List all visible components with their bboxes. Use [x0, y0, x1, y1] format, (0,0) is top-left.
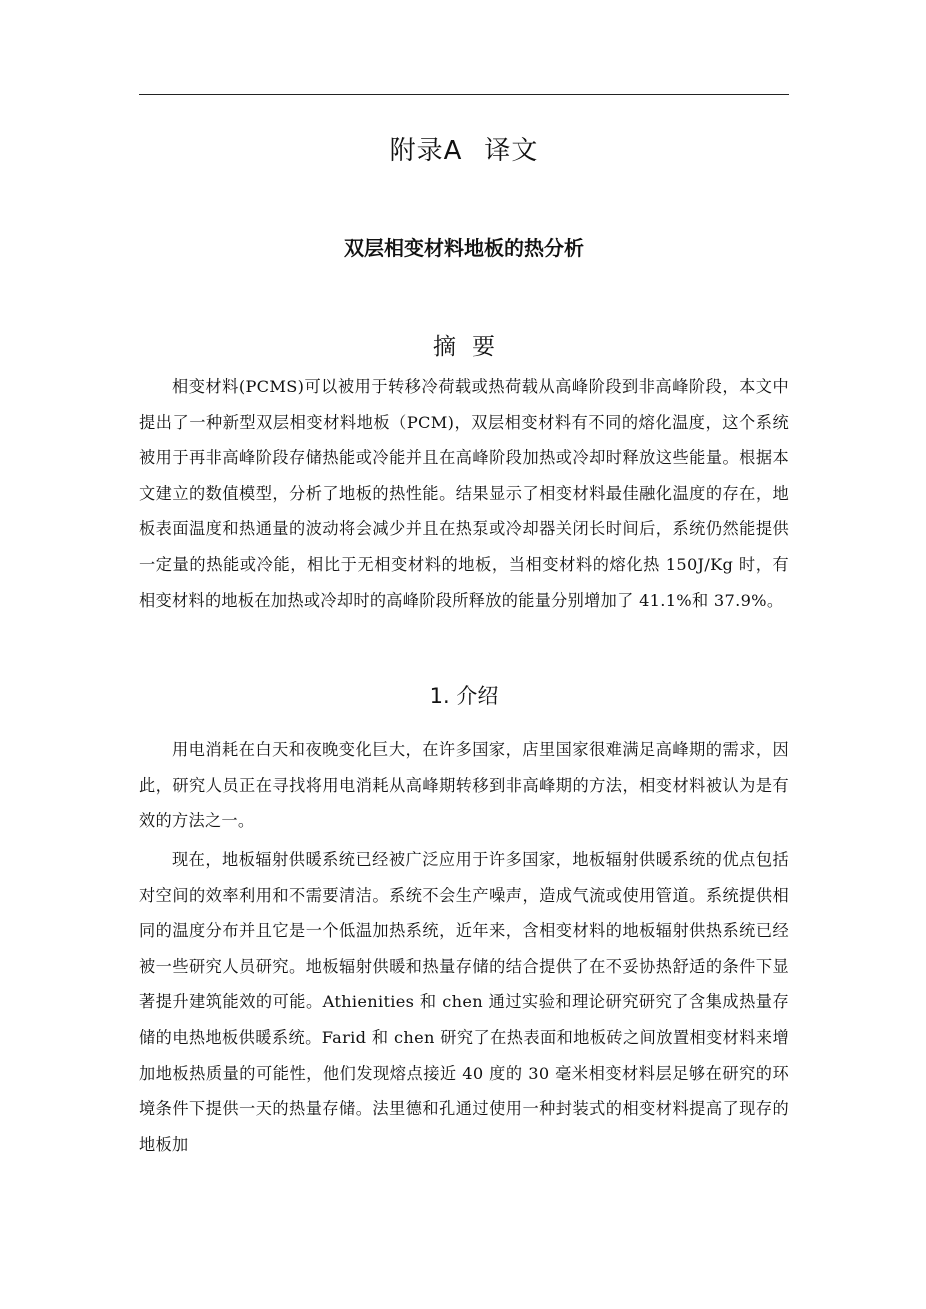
appendix-title-text: 译文: [484, 136, 539, 166]
appendix-label: 附录A: [389, 136, 463, 166]
body-paragraph: 现在，地板辐射供暖系统已经被广泛应用于许多国家，地板辐射供暖系统的优点包括对空间的效率利用和不需要清洁。系统不会生产噪声，造成气流或使用管道。系统提供相同的温度分布并且它是一个低温加热系统，近年来，含相变材料的地板辐射供热系统已经被一些研究人员研究。地板辐射供暖和热量存储的结合提供了在不妥协热舒适的条件下显著提升建筑能效的可能。Athienities 和 chen 通过实验和理论研究研究了含集成热量存储的电热地板供暖系统。Farid 和 chen 研究了在热表面和地板砖之间放置相变材料来增加地板热质量的可能性，他们发现熔点接近 40 度的 30 毫米相变材料层足够在研究的环境条件下提供一天的热量存储。法里德和孔通过使用一种封装式的相变材料提高了现存的地板加: [139, 850, 789, 1154]
body-paragraph: 用电消耗在白天和夜晚变化巨大，在许多国家，店里国家很难满足高峰期的需求，因此，研究人员正在寻找将用电消耗从高峰期转移到非高峰期的方法，相变材料被认为是有效的方法之一。: [139, 740, 789, 831]
paper-title: 双层相变材料地板的热分析: [344, 236, 584, 260]
abstract-paragraph: 相变材料(PCMS)可以被用于转移冷荷载或热荷载从高峰阶段到非高峰阶段，本文中提出了一种新型双层相变材料地板（PCM)，双层相变材料有不同的熔化温度，这个系统被用于再非高峰阶段存储热能或冷能并且在高峰阶段加热或冷却时释放这些能量。根据本文建立的数值模型，分析了地板的热性能。结果显示了相变材料最佳融化温度的存在，地板表面温度和热通量的波动将会减少并且在热泵或冷却器关闭长时间后，系统仍然能提供一定量的热能或冷能，相比于无相变材料的地板，当相变材料的熔化热 150J/Kg 时，有相变材料的地板在加热或冷却时的高峰阶段所释放的能量分别增加了 41.1%和 37.9%。: [139, 377, 789, 610]
header-rule: [139, 94, 789, 95]
appendix-title: [139, 130, 789, 167]
section-heading: 1. 介绍: [429, 684, 499, 708]
abstract-heading: 摘要: [433, 334, 511, 360]
